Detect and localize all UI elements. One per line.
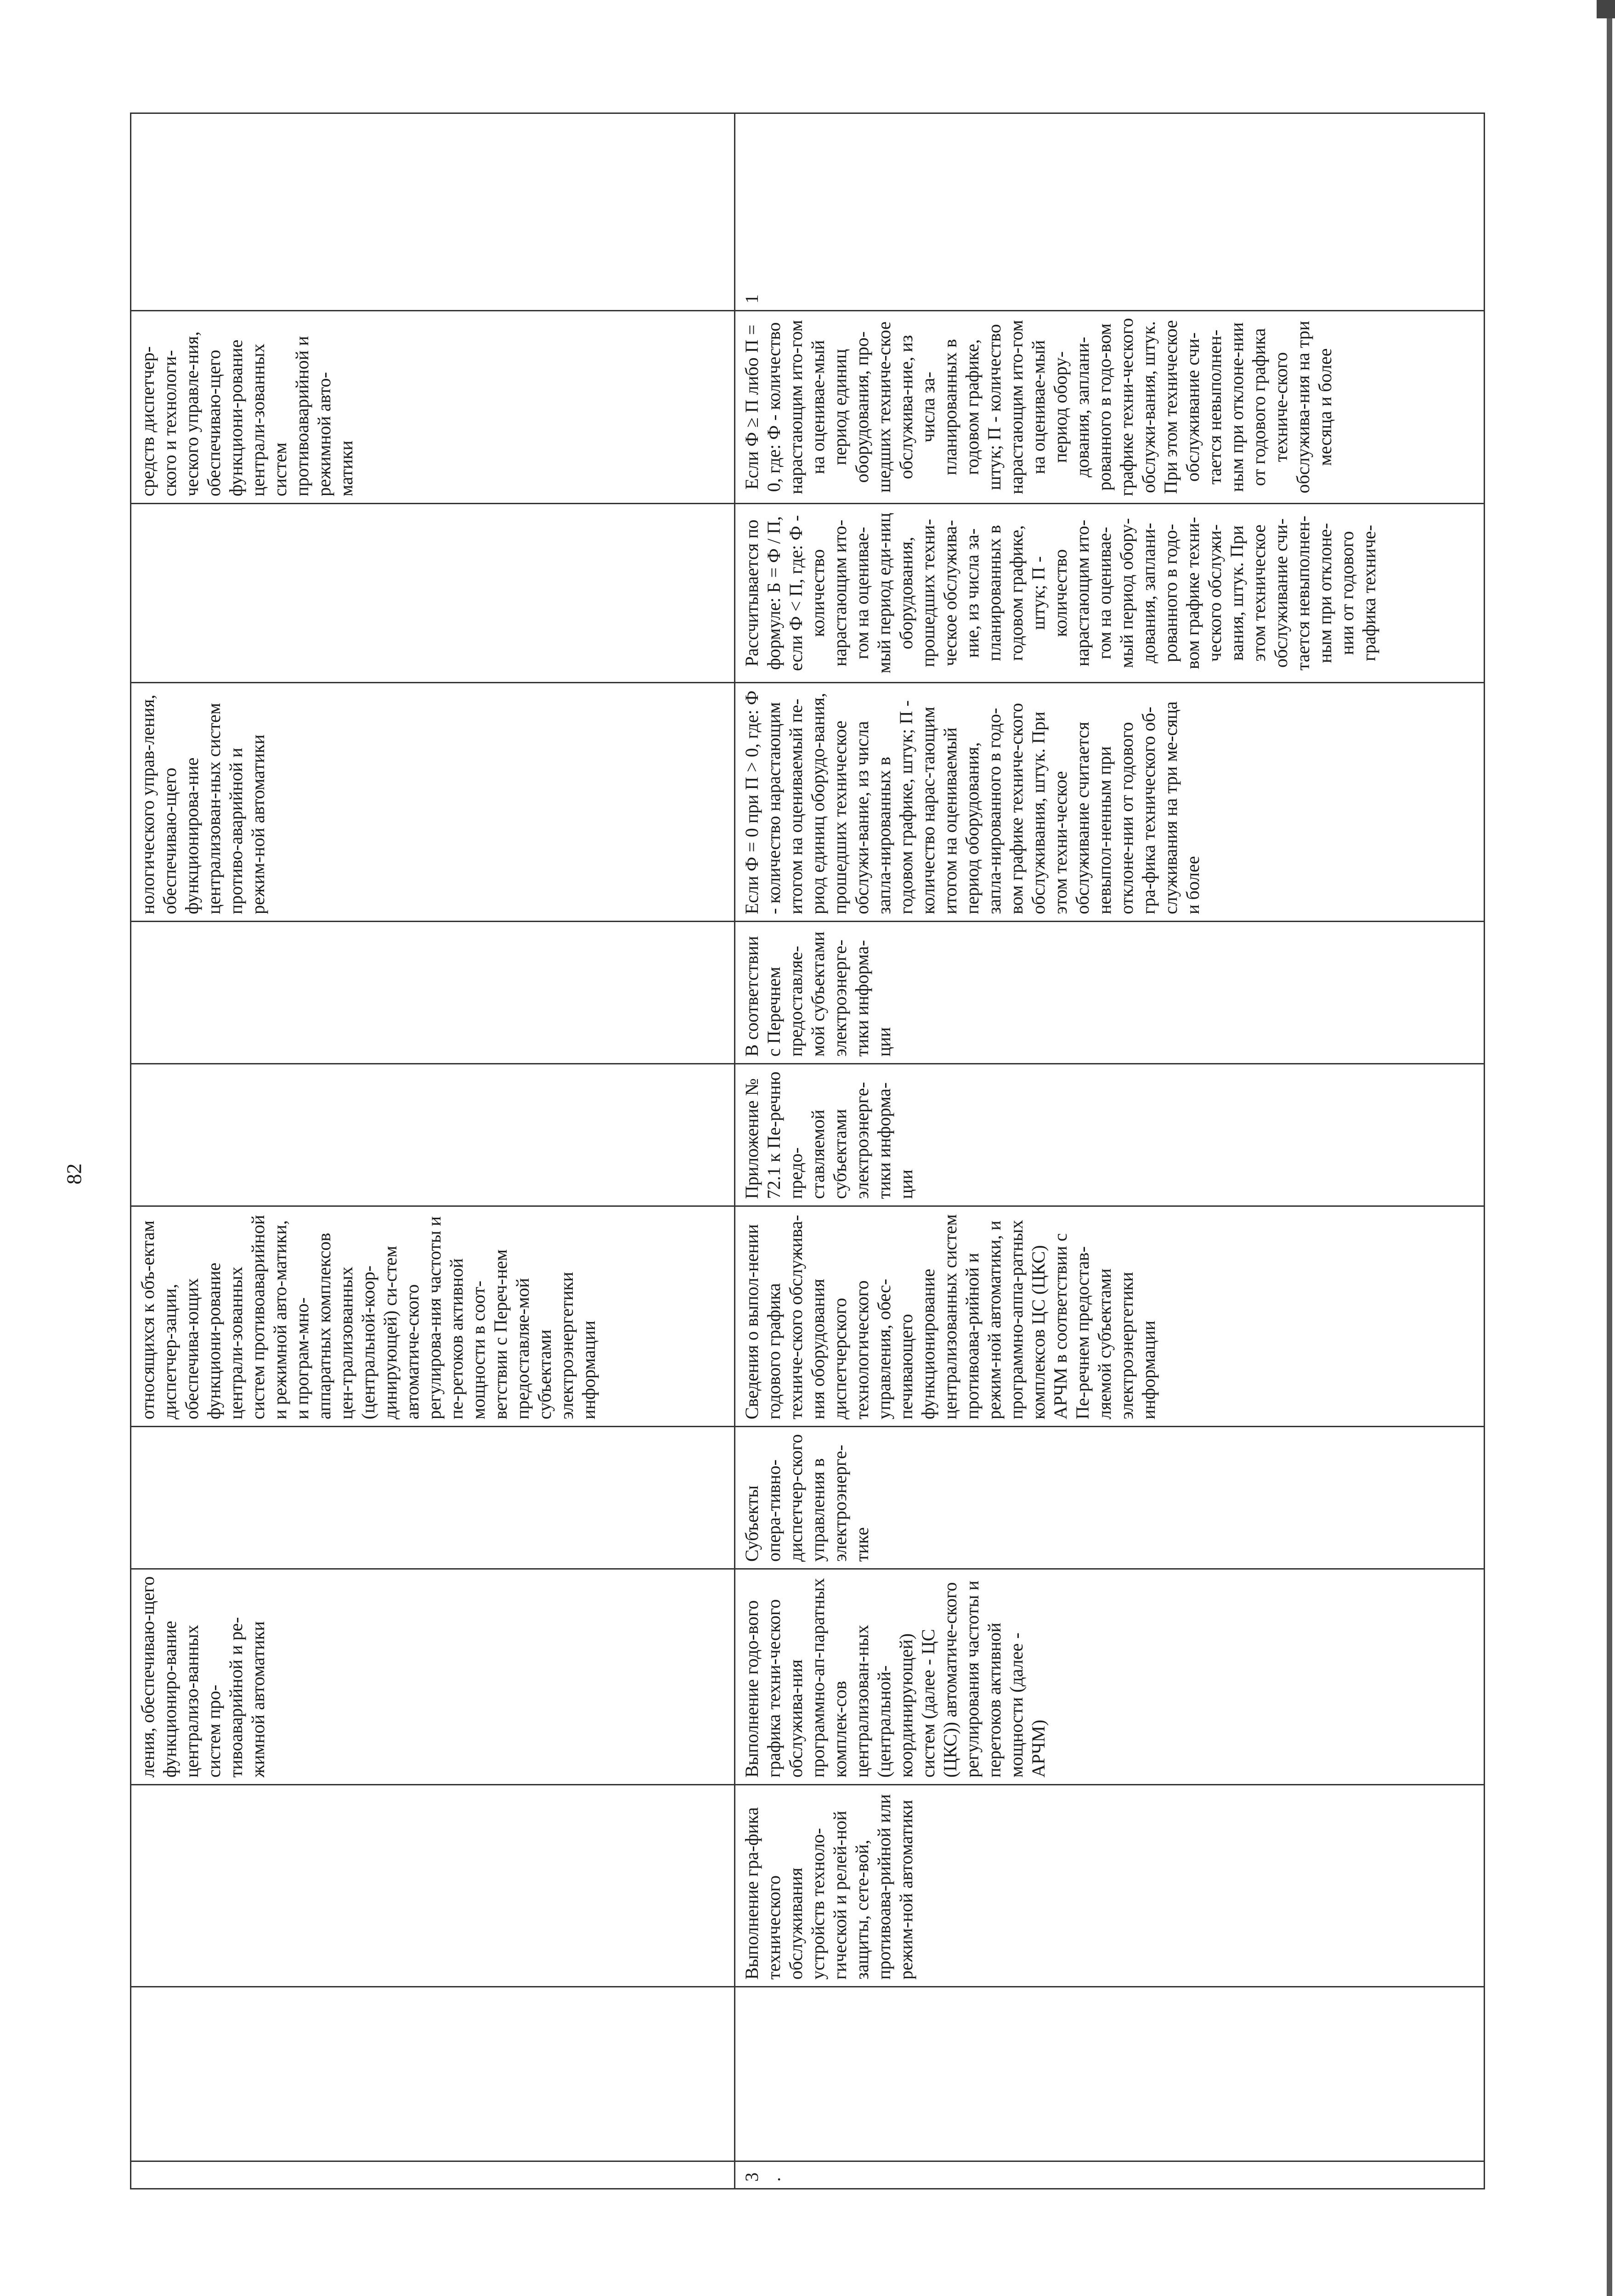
table-cell [735,1987,1485,2161]
information-source: Сведения о выпол-нении годового графика техниче-ского обслужива-ния оборудования диспетчерского технологического управления, обес-печивающего функционирование централизованных систем противоава-рийной и режим-ной автоматики, и программно-аппа-ратных комплексов ЦС (ЦКС) АРЧМ в соответствии с Пе-речнем предостав-ляемой субъектами электроэнергетики информации [735,1206,1485,1427]
table-cell: нологического управ-ления, обеспечиваю-щего функционирова-ние централизован-ных систем противо-аварийной и режим-ной автоматики [131,683,735,922]
indicator-description: Выполнение годо-вого графика техни-ческого обслужива-ния программно-ап-паратных комплек-сов централизован-ных (центральной-координирующей) систем (далее - ЦС (ЦКС)) автоматиче-ского регулирования частоты и перетоков активной мощности (далее - АРЧМ) [735,1569,1485,1785]
table-cell [131,504,735,683]
condition-one: Если Ф ≥ П либо П = 0, где: Ф - количество нарастающим ито-гом на оценивае-мый период единиц оборудования, про-шедших техниче-ское обслужива-ние, из числа за-планированных в годовом графике, штук; П - количество нарастающим ито-гом на оценивае-мый период обору-дования, заплани-рованного в годо-вом графике техни-ческого обслужи-вания, штук. При этом техническое обслуживание счи-тается невыполнен-ным при отклоне-нии от годового графика техниче-ского обслужива-ния на три месяца и более [735,311,1485,504]
page-number: 82 [62,1163,86,1185]
table-cell [131,1785,735,1987]
rotated-page-content [130,114,1485,2189]
table-cell [131,1064,735,1206]
table-cell [131,2161,735,2189]
scan-corner-mark [1597,0,1615,18]
row-number: 3. [735,2161,1485,2189]
table-cell: ления, обеспечиваю-щего функциониро-вание централизо-ванных систем про-тивоаварийной и ре-жимной автоматики [131,1569,735,1785]
indicator-name: Выполнение гра-фика технического обслуживания устройств техноло-гической и релей-ной защиты, сете-вой, противоава-рийной или режим-ной автоматики [735,1785,1485,1987]
table-row [735,113,1485,2189]
condition-zero: Если Ф = 0 при П > 0, где: Ф - количество нарастающим итогом на оцениваемый пе-риод единиц оборудо-вания, прошедших техническое обслужи-вание, из числа запла-нированных в годовом графике, штук; П - количество нарас-тающим итогом на оцениваемый период оборудования, запла-нированного в годо-вом графике техниче-ского обслуживания, штук. При этом техни-ческое обслуживание считается невыпол-ненным при отклоне-нии от годового гра-фика технического об-служивания на три ме-сяца и более [735,683,1485,922]
responsible-subjects: Субъекты опера-тивно-диспетчер-ского управления в электроэнерге-тике [735,1427,1485,1569]
table-cell: относящихся к объ-ектам диспетчер-зации, обеспечива-ющих функциони-рование централи-зованных систем противоаварийной и режимной авто-матики, и програм-мно-аппаратных комплексов цен-трализованных (центральной-коор-динирующей) си-стем автоматиче-ского регулирова-ния частоты и пе-ретоков активной мощности в соот-ветствии с Переч-нем предоставляе-мой субъектами электроэнергетики информации [131,1206,735,1427]
scan-edge-bar [1607,0,1612,2296]
table-cell: средств диспетчер-ского и технологи-ческого управле-ния, обеспечиваю-щего функциони-рование централи-зованных систем противоаварийной и режимной авто-матики [131,311,735,504]
table-cell [131,1427,735,1569]
indicator-table [130,113,1485,2189]
table-cell [131,922,735,1064]
weight-value: 1 [735,113,1485,311]
submission-terms: В соответствии с Перечнем предоставляе-мой субъектами электроэнерге-тики информа-ции [735,922,1485,1064]
formula-cell: Рассчитывается по формуле: Б = Ф / П, если Ф < П, где: Ф - количество нарастающим ито-гом на оценивае-мый период еди-ниц оборудования, прошедших техни-ческое обслужива-ние, из числа за-планированных в годовом графике, штук; П - количество нарастающим ито-гом на оценивае-мый период обору-дования, заплани-рованного в годо-вом графике техни-ческого обслужи-вания, штук. При этом техническое обслуживание счи-тается невыполнен-ным при отклоне-нии от годового графика техниче- [735,504,1485,683]
table-cell [131,1987,735,2161]
table-cell [131,113,735,311]
appendix-reference: Приложение № 72.1 к Пе-речню предо-ставляемой субъектами электроэнерге-тики информа-ции [735,1064,1485,1206]
table-row [131,113,735,2189]
